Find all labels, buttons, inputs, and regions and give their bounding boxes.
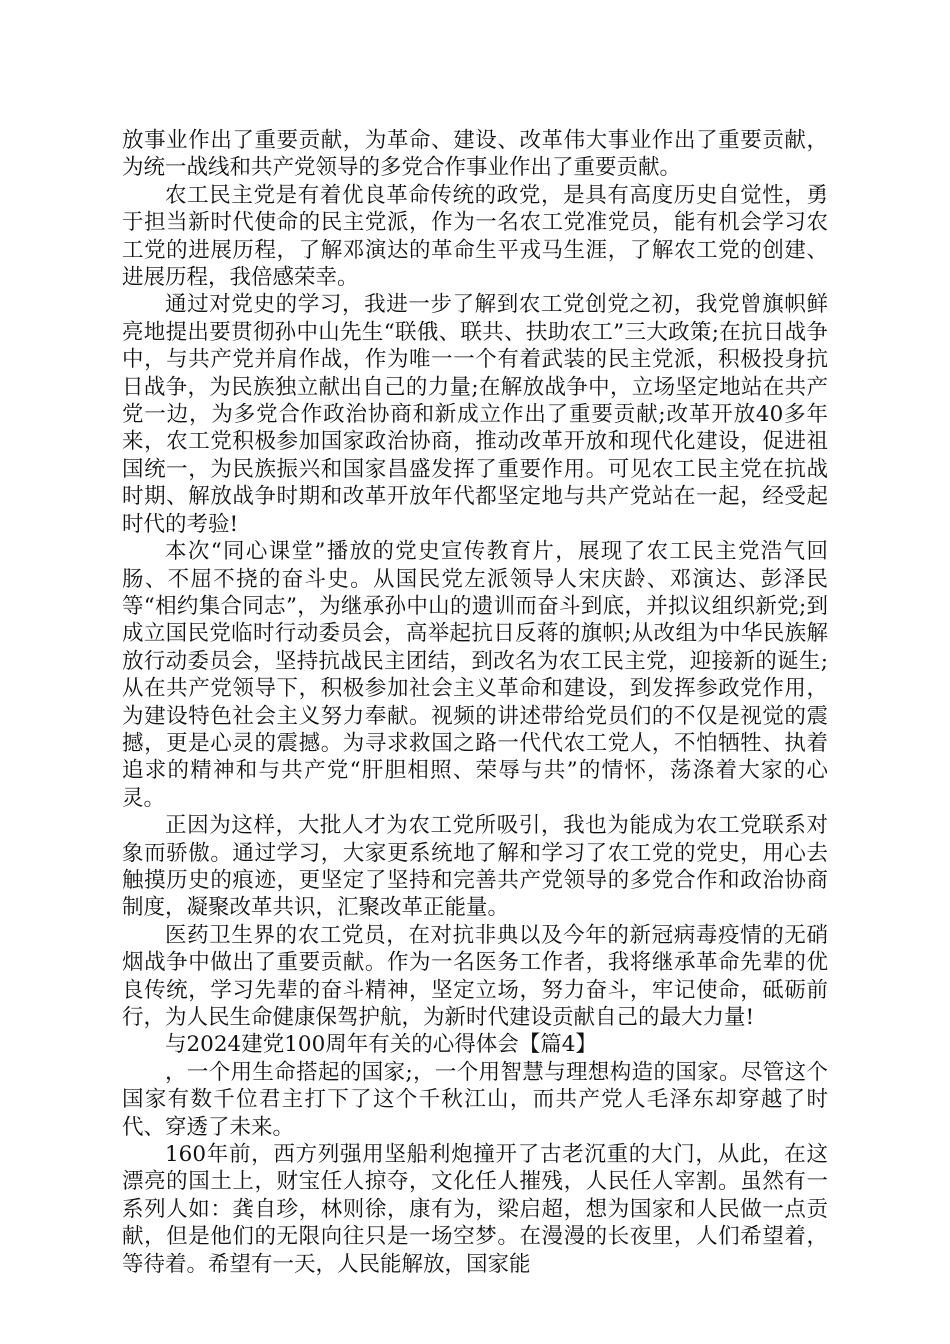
paragraph-party-tradition: 农工民主党是有着优良革命传统的政党，是具有高度历史自觉性，勇于担当新时代使命的民主党派，作为一名农工党准党员，能有机会学习农工党的进展历程，了解邓演达的革命生平戎马生涯，了解农工党的创建、进展历程，我倍感荣幸。 [122,182,828,291]
paragraph-party-history: 通过对党史的学习，我进一步了解到农工党创党之初，我党曾旗帜鲜亮地提出要贯彻孙中山先生“联俄、联共、扶助农工”三大政策;在抗日战争中，与共产党并肩作战，作为唯一一个有着武装的民主党派，积极投身抗日战争，为民族独立献出自己的力量;在解放战争中，立场坚定地站在共产党一边，为多党合作政治协商和新成立作出了重要贡献;改革开放40多年来，农工党积极参加国家政治协商，推动改革开放和现代化建设，促进祖国统一，为民族振兴和国家昌盛发挥了重要作用。可见农工民主党在抗战时期、解放战争时期和改革开放年代都坚定地与共产党站在一起，经受起时代的考验! [122,292,828,537]
paragraph-continued: 放事业作出了重要贡献，为革命、建设、改革伟大事业作出了重要贡献，为统一战线和共产党领导的多党合作事业作出了重要贡献。 [122,128,828,181]
section-heading: 与2024建党100周年有关的心得体会【篇4】 [165,1032,597,1058]
paragraph-nation: ，一个用生命搭起的国家;，一个用智慧与理想构造的国家。尽管这个国家有数千位君主打下了这个千秋江山，而共产党人毛泽东却穿越了时代、穿透了未来。 [122,1059,828,1140]
paragraph-160-years: 160年前，西方列强用坚船利炮撞开了古老沉重的大门，从此，在这漂亮的国土上，财宝任人掠夺，文化任人摧残，人民任人宰割。虽然有一系列人如：龚自珍，林则徐，康有为，梁启超，想为国家和人民做一点贡献，但是他们的无限向往只是一场空梦。在漫漫的长夜里，人们希望着，等待着。希望有一天，人民能解放，国家能 [122,1142,828,1277]
paragraph-tongxin-classroom: 本次“同心课堂”播放的党史宣传教育片，展现了农工民主党浩气回肠、不屈不挠的奋斗史。从国民党左派领导人宋庆龄、邓演达、彭泽民等“相约集合同志”，为继承孙中山的遗训而奋斗到底，并拟议组织新党;到成立国民党临时行动委员会，高举起抗日反蒋的旗帜;从改组为中华民族解放行动委员会，坚持抗战民主团结，到改名为农工民主党，迎接新的诞生;从在共产党领导下，积极参加社会主义革命和建设，到发挥参政党作用，为建设特色社会主义努力奉献。视频的讲述带给党员们的不仅是视觉的震撼，更是心灵的震撼。为寻求救国之路一代代农工党人，不怕牺牲、执着追求的精神和与共产党“肝胆相照、荣辱与共”的情怀，荡涤着大家的心灵。 [122,539,828,811]
paragraph-medical-members: 医药卫生界的农工党员，在对抗非典以及今年的新冠病毒疫情的无硝烟战争中做出了重要贡献。作为一名医务工作者，我将继承革命先辈的优良传统，学习先辈的奋斗精神，坚定立场，努力奋斗，牢记使命，砥砺前行，为人民生命健康保驾护航，为新时代建设贡献自己的最大力量! [122,922,828,1030]
paragraph-attraction: 正因为这样，大批人才为农工党所吸引，我也为能成为农工党联系对象而骄傲。通过学习，大家更系统地了解和学习了农工党的党史，用心去触摸历史的痕迹，更坚定了坚持和完善共产党领导的多党合作和政治协商制度，凝聚改革共识，汇聚改革正能量。 [122,813,828,921]
document-page [122,127,828,1278]
